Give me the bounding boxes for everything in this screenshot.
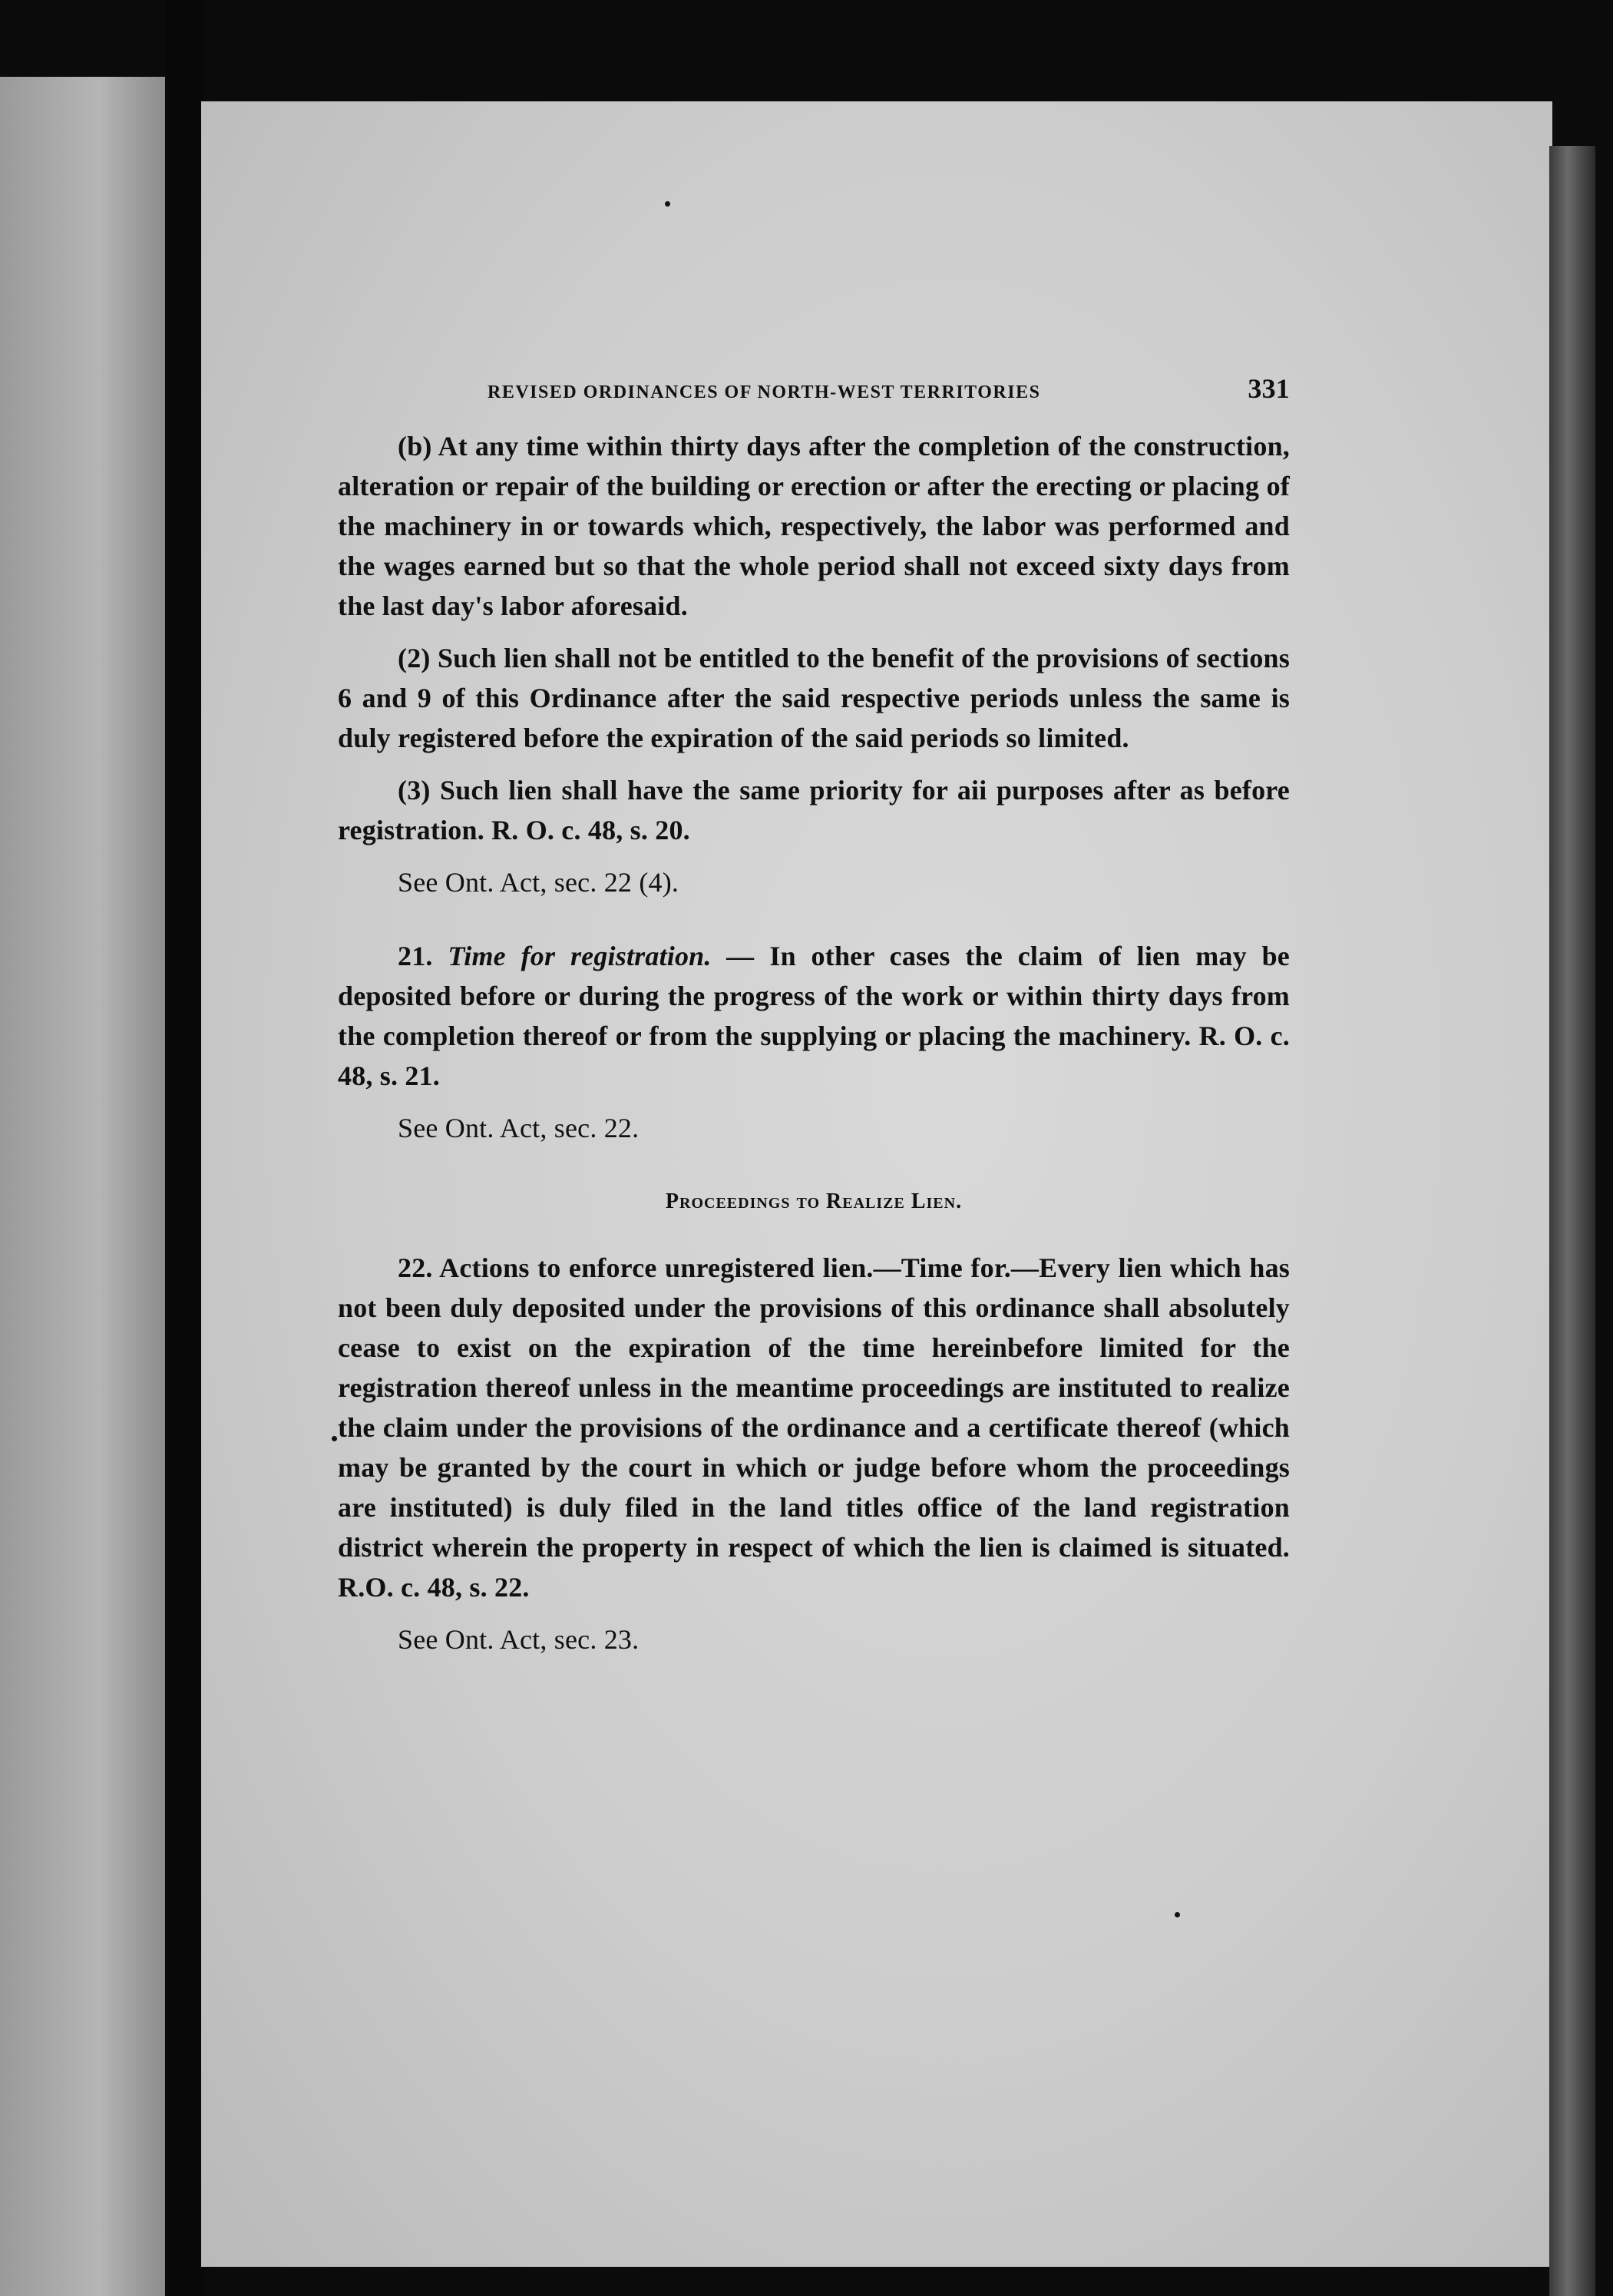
running-title: REVISED ORDINANCES OF NORTH-WEST TERRITORIES: [488, 382, 1041, 402]
paragraph-b: (b) At any time within thirty days after the completion of the construction, alteration or repair of the building or erection or after the erecting or placing of the machinery in or towards which, respectively, the labor was performed and the wages earned but so that the whole period shall not exceed sixty days from the last day's labor aforesaid.: [338, 431, 1290, 621]
page-number: 331: [1248, 373, 1290, 404]
scan-speck: [332, 1436, 337, 1441]
scan-speck: [665, 201, 670, 207]
cross-reference: See Ont. Act, sec. 23.: [398, 1624, 640, 1655]
paragraph-3: (3) Such lien shall have the same priority for aii purposes after as before registration. R. O. c. 48, s. 20.: [338, 775, 1290, 845]
cross-reference: See Ont. Act, sec. 22 (4).: [398, 867, 679, 898]
cross-reference: See Ont. Act, sec. 22.: [398, 1113, 640, 1143]
scan-speck: [1175, 1912, 1180, 1917]
section-number: 21.: [398, 941, 433, 971]
section-title: Actions to enforce unregistered lien.—Time for.—: [439, 1252, 1040, 1283]
page-edge-shadow: [1549, 146, 1595, 2296]
section-22: [338, 1248, 1290, 1607]
section-title: Time for registration. —: [448, 941, 755, 971]
facing-page-edge: [0, 77, 165, 2296]
paragraph-2: (2) Such lien shall not be entitled to the benefit of the provisions of sections 6 and 9 of this Ordinance after the said respective periods unless the same is duly registered before the expiration of the said periods so limited.: [338, 643, 1290, 753]
section-body: In other cases the claim of lien may be deposited before or during the progress of the work or within thirty days from the completion thereof or from the supplying or placing the machinery. R. O. c. 48, s. 21.: [338, 941, 1290, 1091]
section-heading: Proceedings to Realize Lien.: [665, 1189, 963, 1213]
section-number: 22.: [398, 1252, 433, 1283]
section-body: Every lien which has not been duly deposited under the provisions of this ordinance shall absolutely cease to exist on the expiration of the time hereinbefore limited for the registration thereof unless in the meantime proceedings are instituted to realize the claim under the provisions of the ordinance and a certificate thereof (which may be granted by the court in which or judge before whom the proceedings are instituted) is duly filed in the land titles office of the land registration district wherein the property in respect of which the lien is claimed is situated. R.O. c. 48, s. 22.: [338, 1252, 1291, 1603]
running-header: [488, 369, 1290, 412]
page-body: [338, 369, 1290, 1693]
book-gutter: [165, 0, 203, 2296]
section-21: [338, 936, 1290, 1096]
